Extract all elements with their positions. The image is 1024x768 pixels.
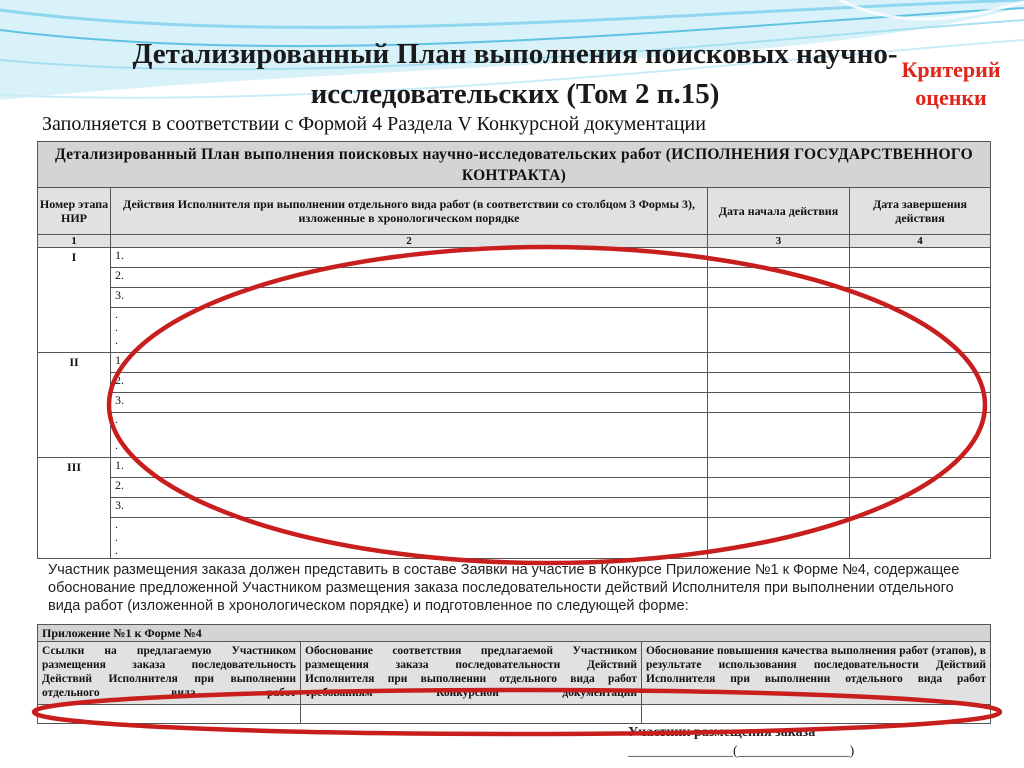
instruction-paragraph: Участник размещения заказа должен представить в составе Заявки на участие в Конкурсе Приложение №1 к Форме №4, содержащее обоснование предложенной Участником размещения заказа последовательности действий Исполнителя при выполнении отдельного вида работ (изложенной в хронологическом порядке) и подготовленное по следующей форме: [48,562,960,614]
table-row [38,705,991,724]
date-cell [708,478,850,498]
signature-label: Участник размещения заказа [628,725,816,740]
date-cell [850,393,991,413]
appendix-col-header-links: Ссылки на предлагаемую Участником размещения заказа последовательность Действий Исполнителя при выполнении отдельного вида работ [38,642,301,705]
date-cell [708,518,850,559]
table-row [38,353,991,373]
table-row [38,308,991,353]
col-header-end-date: Дата завершения действия [850,188,991,235]
action-cell: 1. [111,353,708,373]
table-row [38,373,991,393]
slide-title: Детализированный План выполнения поисковых научно-исследовательских (Том 2 п.15) [132,38,898,110]
col-header-actions: Действия Исполнителя при выполнении отдельного вида работ (в соответствии со столбцом 3 Формы 3), изложенные в хронологическом порядке [111,188,708,235]
date-cell [850,373,991,393]
table-row [38,288,991,308]
empty-cell [38,705,301,724]
table-row [38,268,991,288]
date-cell [708,308,850,353]
plan-table [37,141,991,559]
signature-line: _______________(________________) [628,744,855,759]
ellipsis-cell: . . . [111,413,708,458]
date-cell [708,288,850,308]
criteria-line-1: Критерий [901,57,1001,82]
date-cell [850,268,991,288]
action-cell: 1. [111,458,708,478]
date-cell [850,478,991,498]
date-cell [850,458,991,478]
date-cell [850,413,991,458]
table-row [38,413,991,458]
date-cell [708,458,850,478]
date-cell [708,248,850,268]
col-header-stage: Номер этапа НИР [38,188,111,235]
stage-label: III [38,458,111,559]
table-row [38,478,991,498]
date-cell [850,308,991,353]
date-cell [708,393,850,413]
stage-label: I [38,248,111,353]
action-cell: 2. [111,268,708,288]
stage-label: II [38,353,111,458]
col-number: 3 [708,235,850,248]
date-cell [708,373,850,393]
table-row [38,458,991,478]
plan-table-heading: Детализированный План выполнения поисковых научно-исследовательских работ (ИСПОЛНЕНИЯ ГОСУДАРСТВЕННОГО КОНТРАКТА) [38,142,991,188]
action-cell: 1. [111,248,708,268]
appendix-table-heading: Приложение №1 к Форме №4 [38,625,991,642]
col-header-start-date: Дата начала действия [708,188,850,235]
col-number: 2 [111,235,708,248]
date-cell [850,353,991,373]
date-cell [708,498,850,518]
empty-cell [642,705,991,724]
col-number: 4 [850,235,991,248]
date-cell [850,498,991,518]
table-row [38,248,991,268]
appendix-col-header-justification: Обоснование соответствия предлагаемой Участником размещения заказа последовательности Действий Исполнителя при выполнении отдельного вида работ требованиям Конкурсной документации [301,642,642,705]
table-row [38,498,991,518]
date-cell [708,268,850,288]
col-number: 1 [38,235,111,248]
criteria-label [884,56,1018,112]
action-cell: 3. [111,498,708,518]
action-cell: 3. [111,288,708,308]
slide-subtitle: Заполняется в соответствии с Формой 4 Раздела V Конкурсной документации [42,113,706,135]
action-cell: 2. [111,373,708,393]
date-cell [850,248,991,268]
ellipsis-cell: . . . [111,308,708,353]
ellipsis-cell: . . . [111,518,708,559]
empty-cell [301,705,642,724]
action-cell: 3. [111,393,708,413]
appendix-col-header-quality: Обоснование повышения качества выполнения работ (этапов), в результате использования последовательности Действий Исполнителя при выполнении отдельного вида работ [642,642,991,705]
action-cell: 2. [111,478,708,498]
date-cell [850,518,991,559]
criteria-line-2: оценки [915,85,987,110]
table-row [38,518,991,559]
date-cell [850,288,991,308]
appendix-table [37,624,991,724]
date-cell [708,413,850,458]
table-row [38,393,991,413]
date-cell [708,353,850,373]
